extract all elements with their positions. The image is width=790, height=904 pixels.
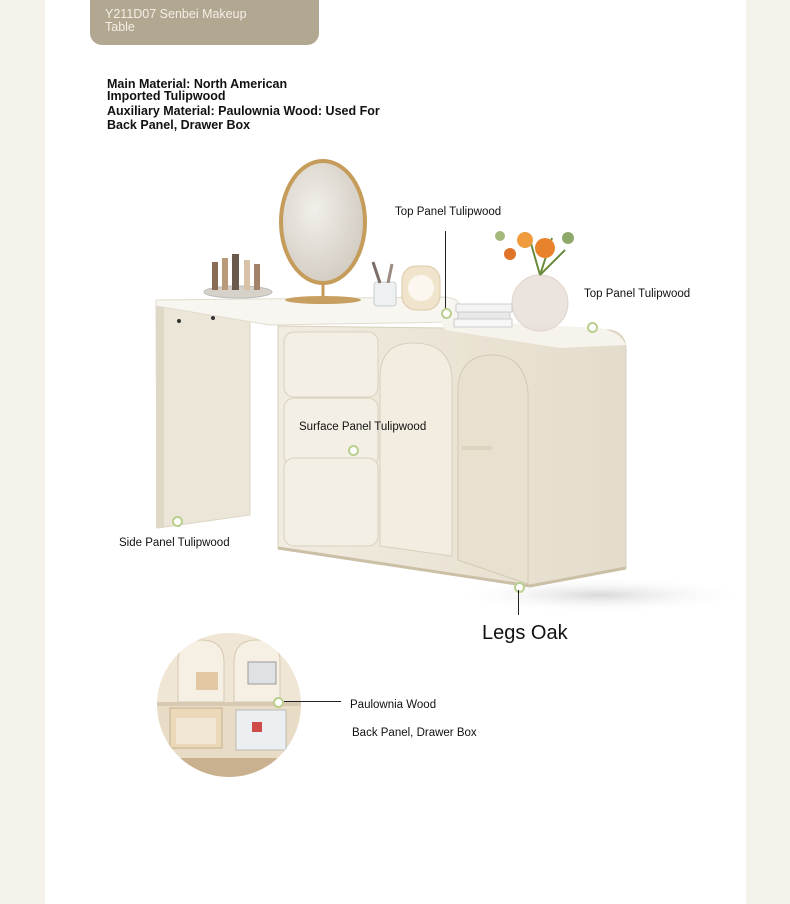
paulownia-use-label: Back Panel, Drawer Box (352, 727, 477, 739)
flower-vase (512, 275, 568, 331)
paulownia-wood-label: Paulownia Wood (350, 699, 437, 711)
side-panel (156, 300, 250, 528)
arched-door (380, 343, 452, 556)
side-panel-marker (172, 516, 183, 527)
top-panel-marker-2 (587, 322, 598, 333)
legs-marker (514, 582, 525, 593)
top-panel-leader-1 (445, 231, 446, 309)
top-panel-label-2: Top Panel Tulipwood (584, 288, 691, 300)
paulownia-leader (284, 701, 341, 702)
arched-shelf (458, 355, 528, 584)
main-material-line-2: Imported Tulipwood (107, 89, 226, 103)
drawer-bottom (284, 458, 378, 546)
surface-panel-marker (348, 445, 359, 456)
round-mirror (281, 161, 365, 283)
side-panel-label: Side Panel Tulipwood (119, 537, 230, 549)
legs-leader (518, 590, 519, 615)
legs-label: Legs Oak (482, 622, 568, 644)
surface-panel-label: Surface Panel Tulipwood (299, 421, 427, 433)
auxiliary-material: Auxiliary Material: Paulownia Wood: Used For Back Panel, Drawer Box (107, 104, 380, 132)
top-panel-marker-1 (441, 308, 452, 319)
drawer-top (284, 332, 378, 397)
top-panel-label-1: Top Panel Tulipwood (395, 206, 502, 218)
product-title: Y211D07 Senbei Makeup Table (105, 7, 247, 34)
main-material-line-1: Main Material: North American (107, 77, 288, 91)
paulownia-marker (273, 697, 284, 708)
floor-shadow (450, 577, 750, 613)
